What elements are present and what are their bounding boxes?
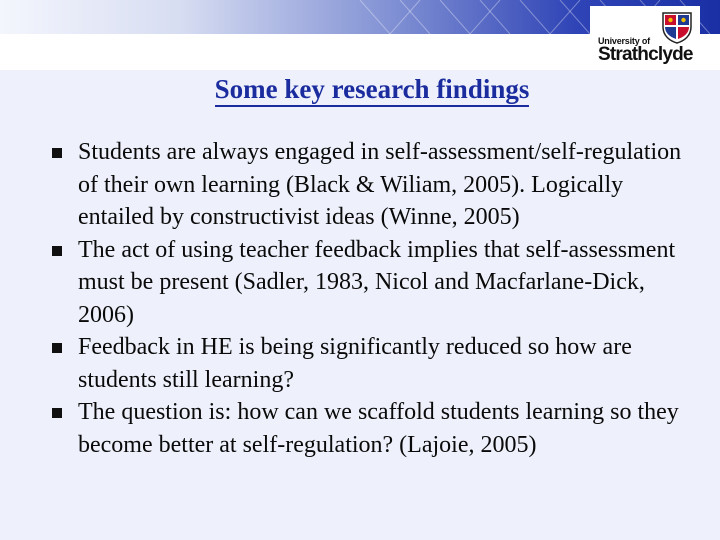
bullet-text: Feedback in HE is being significantly reduced so how are students still learning? [78,334,632,393]
slide-title: Some key research findings [215,74,530,107]
square-bullet-icon [52,246,62,256]
bullet-text: Students are always engaged in self-assessment/self-regulation of their own learning (Black & Wiliam, 2005). Logically entailed by constructivist ideas (Winne, 2005) [78,139,682,230]
square-bullet-icon [52,408,62,418]
slide-title-container [0,74,720,105]
bullet-text: The question is: how can we scaffold students learning so they become better at self-regulation? (Lajoie, 2005) [78,399,679,458]
square-bullet-icon [52,343,62,353]
crest-icon [660,10,694,44]
bullet-item [52,331,692,396]
logo-line-2: Strathclyde [598,44,693,65]
logo-line-1: University of [598,36,650,46]
square-bullet-icon [52,148,62,158]
bullet-item [52,234,692,332]
bullet-item [52,136,692,234]
bullet-list [52,136,692,461]
bullet-item [52,396,692,461]
bullet-text: The act of using teacher feedback implies that self-assessment must be present (Sadler, 1983, Nicol and Macfarlane-Dick, 2006) [78,236,676,328]
university-logo [590,6,700,70]
